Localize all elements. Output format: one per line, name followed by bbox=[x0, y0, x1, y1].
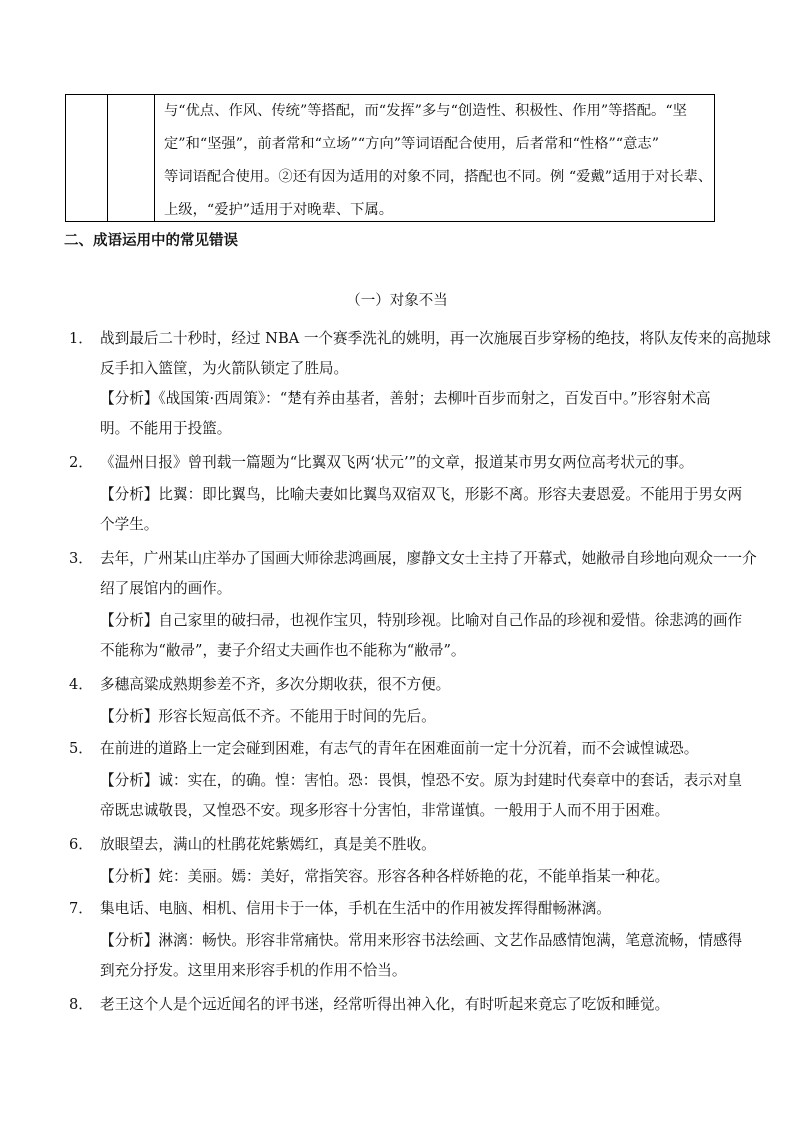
item-text: 战到最后二十秒时，经过 NBA 一个赛季洗礼的姚明，再一次施展百步穿杨的绝技，将队友传来的高抛球 bbox=[100, 330, 771, 347]
explanation-table bbox=[65, 94, 715, 222]
item-number: 4． bbox=[69, 676, 93, 693]
item-number: 6． bbox=[69, 836, 93, 853]
table-text-line: 上级，“爱护”适用于对晚辈、下属。 bbox=[164, 202, 394, 218]
item-analysis: 帝既忠诚敬畏，又惶恐不安。现多形容十分害怕，非常谨慎。一般用于人而不用于困难。 bbox=[100, 802, 670, 819]
item-number: 7． bbox=[69, 900, 93, 917]
item-analysis: 【分析】淋漓：畅快。形容非常痛快。常用来形容书法绘画、文艺作品感情饱满，笔意流畅，情感得 bbox=[100, 932, 743, 949]
table-text-line: 与“优点、作风、传统”等搭配，而“发挥”多与“创造性、积极性、作用”等搭配。“坚 bbox=[164, 103, 687, 119]
section-heading: 二、成语运用中的常见错误 bbox=[64, 233, 238, 249]
table-text-line: 定”和“坚强”，前者常和“立场”“方向”等词语配合使用，后者常和“性格”“意志” bbox=[164, 136, 660, 152]
item-number: 1． bbox=[69, 330, 93, 347]
item-analysis: 【分析】自己家里的破扫帚，也视作宝贝，特别珍视。比喻对自己作品的珍视和爱惜。徐悲鸿的画作 bbox=[100, 612, 743, 629]
item-text: 集电话、电脑、相机、信用卡于一体，手机在生活中的作用被发挥得酣畅淋漓。 bbox=[100, 900, 611, 917]
item-text: 放眼望去，满山的杜鹃花姹紫嫣红，真是美不胜收。 bbox=[100, 836, 436, 853]
item-text: 去年，广州某山庄举办了国画大师徐悲鸿画展，廖静文女士主持了开幕式，她敝帚自珍地向观众一一介 bbox=[100, 550, 757, 567]
item-text: 老王这个人是个远近闻名的评书迷，经常听得出神入化，有时听起来竟忘了吃饭和睡觉。 bbox=[100, 996, 670, 1013]
table-column-divider bbox=[154, 95, 155, 221]
item-text: 在前进的道路上一定会碰到困难，有志气的青年在困难面前一定十分沉着，而不会诚惶诚恐。 bbox=[100, 740, 699, 757]
item-analysis: 【分析】《战国策·西周策》：“楚有养由基者，善射；去柳叶百步而射之，百发百中。”形容射术高 bbox=[100, 390, 711, 407]
item-text: 反手扣入篮筐，为火箭队锁定了胜局。 bbox=[100, 360, 349, 377]
item-analysis: 【分析】姹：美丽。嫣：美好，常指笑容。形容各种各样娇艳的花，不能单指某一种花。 bbox=[100, 868, 670, 885]
item-analysis: 【分析】诚：实在，的确。惶：害怕。恐：畏惧，惶恐不安。原为封建时代奏章中的套话，表示对皇 bbox=[100, 772, 743, 789]
item-number: 2． bbox=[69, 454, 93, 471]
item-analysis: 【分析】形容长短高低不齐。不能用于时间的先后。 bbox=[100, 708, 436, 725]
item-analysis: 【分析】比翼：即比翼鸟，比喻夫妻如比翼鸟双宿双飞，形影不离。形容夫妻恩爱。不能用于男女两 bbox=[100, 486, 743, 503]
table-cell-text bbox=[164, 95, 713, 227]
item-text: 绍了展馆内的画作。 bbox=[100, 580, 232, 597]
table-column-divider bbox=[107, 95, 108, 221]
item-analysis: 不能称为“敝帚”，妻子介绍丈夫画作也不能称为“敝帚”。 bbox=[100, 642, 466, 659]
sub-heading: （一）对象不当 bbox=[346, 293, 448, 309]
item-text: 多穗高粱成熟期参差不齐，多次分期收获，很不方便。 bbox=[100, 676, 451, 693]
item-analysis: 到充分抒发。这里用来形容手机的作用不恰当。 bbox=[100, 962, 407, 979]
item-number: 8． bbox=[69, 996, 93, 1013]
item-text: 《温州日报》曾刊载一篇题为“比翼双飞两‘状元’”的文章，报道某市男女两位高考状元的事。 bbox=[100, 454, 694, 471]
item-analysis: 明。不能用于投篮。 bbox=[100, 420, 232, 437]
item-number: 5． bbox=[69, 740, 93, 757]
item-analysis: 个学生。 bbox=[100, 516, 159, 533]
item-number: 3． bbox=[69, 550, 93, 567]
table-text-line: 等词语配合使用。②还有因为适用的对象不同，搭配也不同。例 “爱戴”适用于对长辈、 bbox=[164, 169, 713, 185]
